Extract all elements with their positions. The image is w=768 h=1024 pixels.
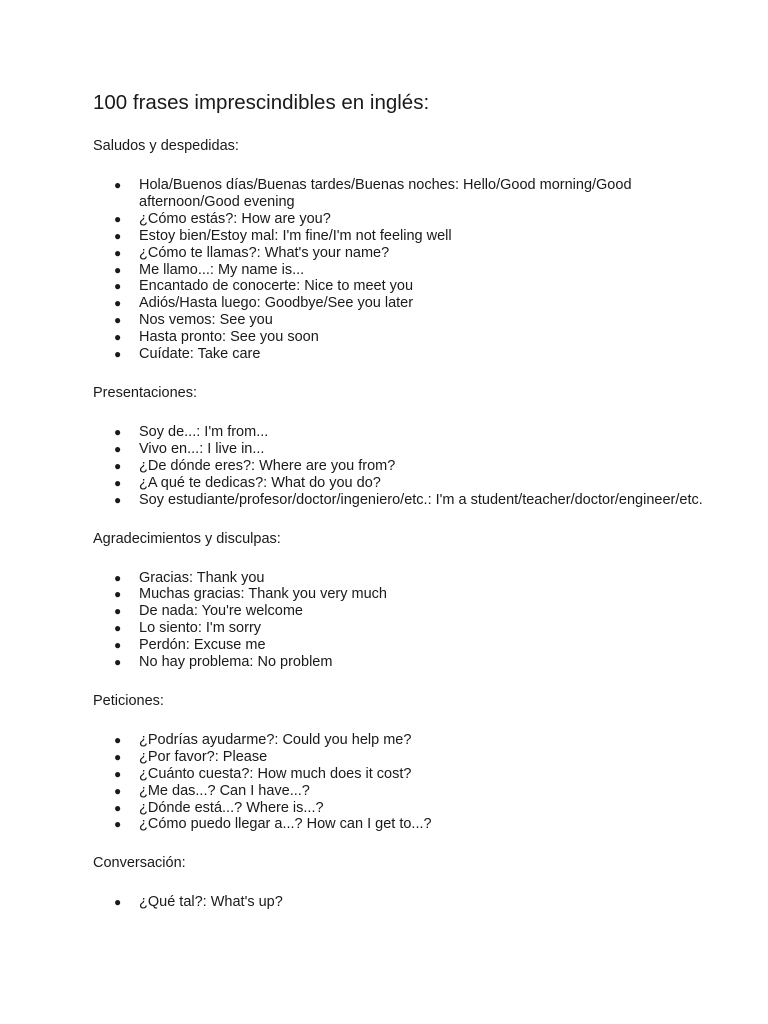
list-item-text: Muchas gracias: Thank you very much (139, 586, 387, 603)
list-item (93, 783, 708, 800)
list-item (93, 620, 708, 637)
bullet-icon: ● (114, 800, 122, 815)
list-item-text: Nos vemos: See you (139, 312, 273, 329)
list-item-text: ¿Cuánto cuesta?: How much does it cost? (139, 765, 412, 782)
list-item (93, 766, 708, 783)
bullet-icon: ● (114, 313, 122, 328)
section (93, 136, 708, 363)
list-item-text: Gracias: Thank you (139, 569, 265, 586)
bullet-icon: ● (114, 638, 122, 653)
list-item (93, 177, 708, 211)
list-item (93, 228, 708, 245)
bullet-icon: ● (114, 766, 122, 781)
bullet-list (93, 177, 708, 363)
bullet-icon: ● (114, 279, 122, 294)
bullet-icon: ● (114, 178, 122, 192)
list-item-text: ¿A qué te dedicas?: What do you do? (139, 474, 381, 491)
bullet-icon: ● (114, 330, 122, 345)
section-heading: Presentaciones: (93, 384, 197, 401)
bullet-icon: ● (114, 655, 122, 670)
bullet-list (93, 732, 708, 833)
bullet-icon: ● (114, 475, 122, 490)
section (93, 853, 708, 911)
bullet-icon: ● (114, 732, 122, 747)
list-item (93, 312, 708, 329)
bullet-icon: ● (114, 817, 122, 832)
list-item (93, 492, 708, 509)
list-item-text: ¿Cómo estás?: How are you? (139, 210, 331, 227)
list-item-text: Hasta pronto: See you soon (139, 329, 319, 346)
list-item-text: Perdón: Excuse me (139, 637, 266, 654)
list-item (93, 278, 708, 295)
section (93, 383, 708, 509)
bullet-icon: ● (114, 492, 122, 507)
list-item (93, 800, 708, 817)
list-item (93, 586, 708, 603)
bullet-icon: ● (114, 458, 122, 473)
bullet-icon: ● (114, 749, 122, 764)
list-item (93, 603, 708, 620)
list-item (93, 570, 708, 587)
bullet-list (93, 894, 708, 911)
list-item-text: Hola/Buenos días/Buenas tardes/Buenas noches: Hello/Good morning/Good afternoon/Good evening (139, 177, 632, 210)
list-item-text: Soy estudiante/profesor/doctor/ingeniero/etc.: I'm a student/teacher/doctor/engineer/etc. (139, 491, 703, 508)
list-item (93, 475, 708, 492)
list-item-text: ¿Cómo te llamas?: What's your name? (139, 244, 390, 261)
list-item-text: De nada: You're welcome (139, 603, 303, 620)
section-heading: Saludos y despedidas: (93, 138, 239, 154)
list-item (93, 458, 708, 475)
list-item (93, 262, 708, 279)
list-item-text: Encantado de conocerte: Nice to meet you (139, 278, 414, 295)
bullet-icon: ● (114, 604, 122, 619)
bullet-icon: ● (114, 587, 122, 602)
bullet-icon: ● (114, 245, 122, 260)
section (93, 529, 708, 671)
section (93, 691, 708, 833)
list-item-text: No hay problema: No problem (139, 654, 333, 671)
bullet-icon: ● (114, 347, 122, 362)
bullet-icon: ● (114, 895, 122, 910)
list-item (93, 245, 708, 262)
list-item-text: Soy de...: I'm from... (139, 423, 269, 440)
list-item-text: ¿Cómo puedo llegar a...? How can I get to...? (139, 816, 432, 833)
list-item-text: ¿Qué tal?: What's up? (139, 894, 283, 911)
section-heading: Peticiones: (93, 692, 164, 709)
list-item-text: ¿Por favor?: Please (139, 748, 268, 765)
bullet-icon: ● (114, 211, 122, 226)
list-item-text: ¿Me das...? Can I have...? (139, 782, 310, 799)
list-item (93, 637, 708, 654)
list-item-text: ¿Dónde está...? Where is...? (139, 799, 324, 816)
list-item (93, 329, 708, 346)
list-item (93, 295, 708, 312)
list-item-text: Cuídate: Take care (139, 346, 261, 363)
list-item (93, 654, 708, 671)
list-item-text: Me llamo...: My name is... (139, 261, 305, 278)
list-item (93, 749, 708, 766)
section-heading: Agradecimientos y disculpas: (93, 530, 281, 547)
section-heading: Conversación: (93, 855, 186, 872)
bullet-icon: ● (114, 228, 122, 243)
list-item-text: ¿Podrías ayudarme?: Could you help me? (139, 731, 412, 748)
bullet-icon: ● (114, 262, 122, 277)
list-item (93, 424, 708, 441)
list-item (93, 441, 708, 458)
bullet-list (93, 570, 708, 671)
bullet-list (93, 424, 708, 509)
list-item (93, 816, 708, 833)
list-item-text: Adiós/Hasta luego: Goodbye/See you later (139, 295, 414, 312)
bullet-icon: ● (114, 783, 122, 798)
list-item-text: ¿De dónde eres?: Where are you from? (139, 457, 396, 474)
bullet-icon: ● (114, 621, 122, 636)
bullet-icon: ● (114, 424, 122, 439)
list-item (93, 211, 708, 228)
list-item-text: Estoy bien/Estoy mal: I'm fine/I'm not feeling well (139, 227, 452, 244)
list-item (93, 732, 708, 749)
list-item (93, 346, 708, 363)
list-item-text: Lo siento: I'm sorry (139, 620, 262, 637)
document-title: 100 frases imprescindibles en inglés: (93, 91, 430, 114)
list-item (93, 894, 708, 911)
bullet-icon: ● (114, 296, 122, 311)
bullet-icon: ● (114, 441, 122, 456)
bullet-icon: ● (114, 570, 122, 585)
list-item-text: Vivo en...: I live in... (139, 440, 265, 457)
sections-container (93, 136, 708, 911)
